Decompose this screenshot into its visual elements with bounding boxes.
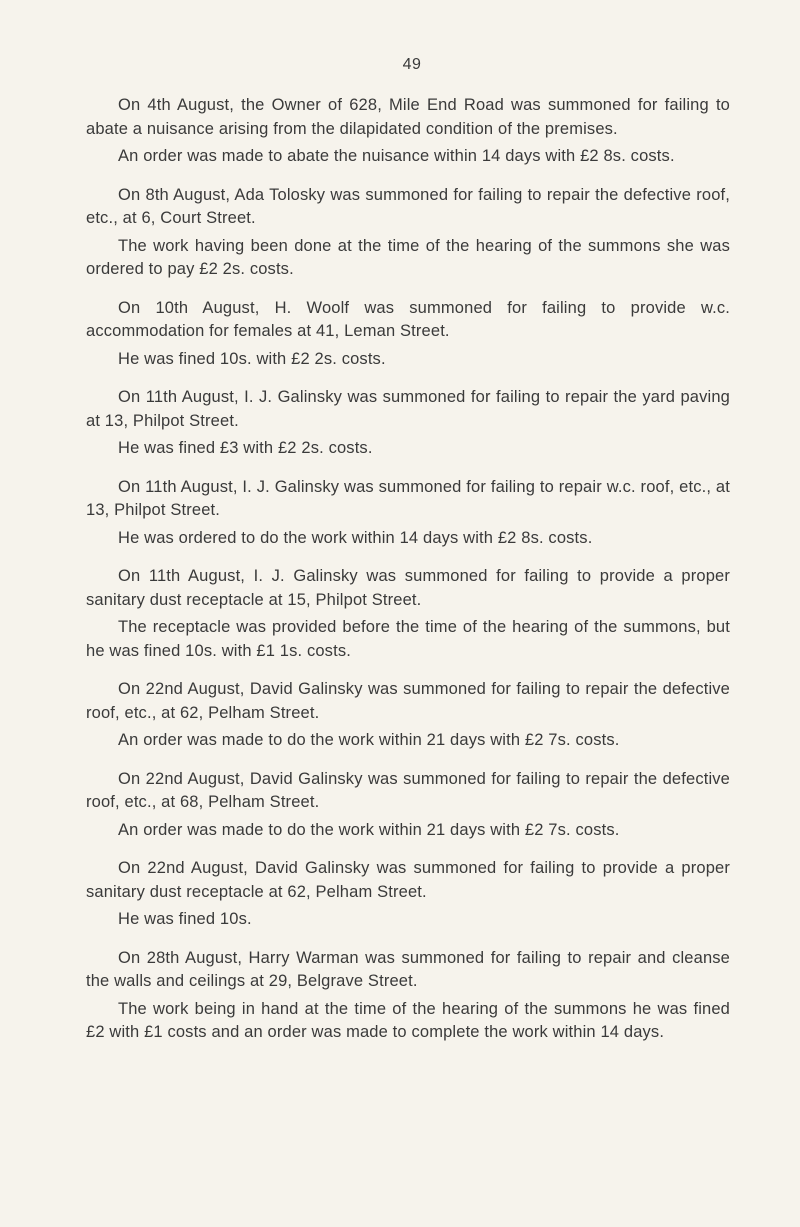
entry-outcome: An order was made to abate the nuisance within 14 days with £2 8s. costs. (118, 147, 675, 165)
entry (86, 476, 730, 551)
entry-summons: On 11th August, I. J. Galinsky was summoned for failing to repair the yard paving at 13, Philpot Street. (86, 388, 730, 430)
entry-summons: On 4th August, the Owner of 628, Mile End Road was summoned for failing to abate a nuisance arising from the dilapidated condition of the premises. (86, 96, 730, 138)
entry (86, 297, 730, 372)
entry-outcome: He was fined £3 with £2 2s. costs. (118, 439, 373, 457)
entry-summons: On 10th August, H. Woolf was summoned for failing to provide w.c. accommodation for females at 41, Leman Street. (86, 298, 730, 340)
entry-outcome: The receptacle was provided before the time of the hearing of the summons, but he was fined 10s. with £1 1s. costs. (86, 618, 730, 660)
entry-summons: On 11th August, I. J. Galinsky was summoned for failing to repair w.c. roof, etc., at 13, Philpot Street. (86, 477, 730, 519)
entry-outcome: An order was made to do the work within 21 days with £2 7s. costs. (118, 820, 620, 839)
entry-summons: On 11th August, I. J. Galinsky was summoned for failing to provide a proper sanitary dust receptacle at 15, Philpot Street. (86, 567, 730, 609)
entry-summons: On 22nd August, David Galinsky was summoned for failing to provide a proper sanitary dust receptacle at 62, Pelham Street. (86, 859, 730, 901)
entry (86, 94, 730, 169)
entry-outcome: He was fined 10s. (118, 910, 252, 928)
page-number: 49 (402, 56, 422, 73)
entry-summons: On 22nd August, David Galinsky was summoned for failing to repair the defective roof, etc., at 68, Pelham Street. (86, 769, 730, 811)
entry (86, 184, 730, 282)
entry-outcome: He was fined 10s. with £2 2s. costs. (118, 349, 386, 368)
entry-summons: On 28th August, Harry Warman was summoned for failing to repair and cleanse the walls and ceilings at 29, Belgrave Street. (86, 948, 730, 990)
entry (86, 857, 730, 932)
entry-outcome: The work having been done at the time of the hearing of the summons she was ordered to pay £2 2s. costs. (86, 236, 730, 278)
entry-outcome: An order was made to do the work within 21 days with £2 7s. costs. (118, 731, 620, 749)
entry-outcome: He was ordered to do the work within 14 days with £2 8s. costs. (118, 528, 593, 547)
entry (86, 565, 730, 663)
entry (86, 678, 730, 753)
entry (86, 947, 730, 1045)
entry (86, 768, 730, 843)
entry (86, 386, 730, 461)
entry-summons: On 22nd August, David Galinsky was summoned for failing to repair the defective roof, etc., at 62, Pelham Street. (86, 680, 730, 722)
entry-summons: On 8th August, Ada Tolosky was summoned for failing to repair the defective roof, etc., at 6, Court Street. (86, 185, 730, 227)
entry-outcome: The work being in hand at the time of the hearing of the summons he was fined £2 with £1 costs and an order was made to complete the work within 14 days. (86, 999, 730, 1041)
